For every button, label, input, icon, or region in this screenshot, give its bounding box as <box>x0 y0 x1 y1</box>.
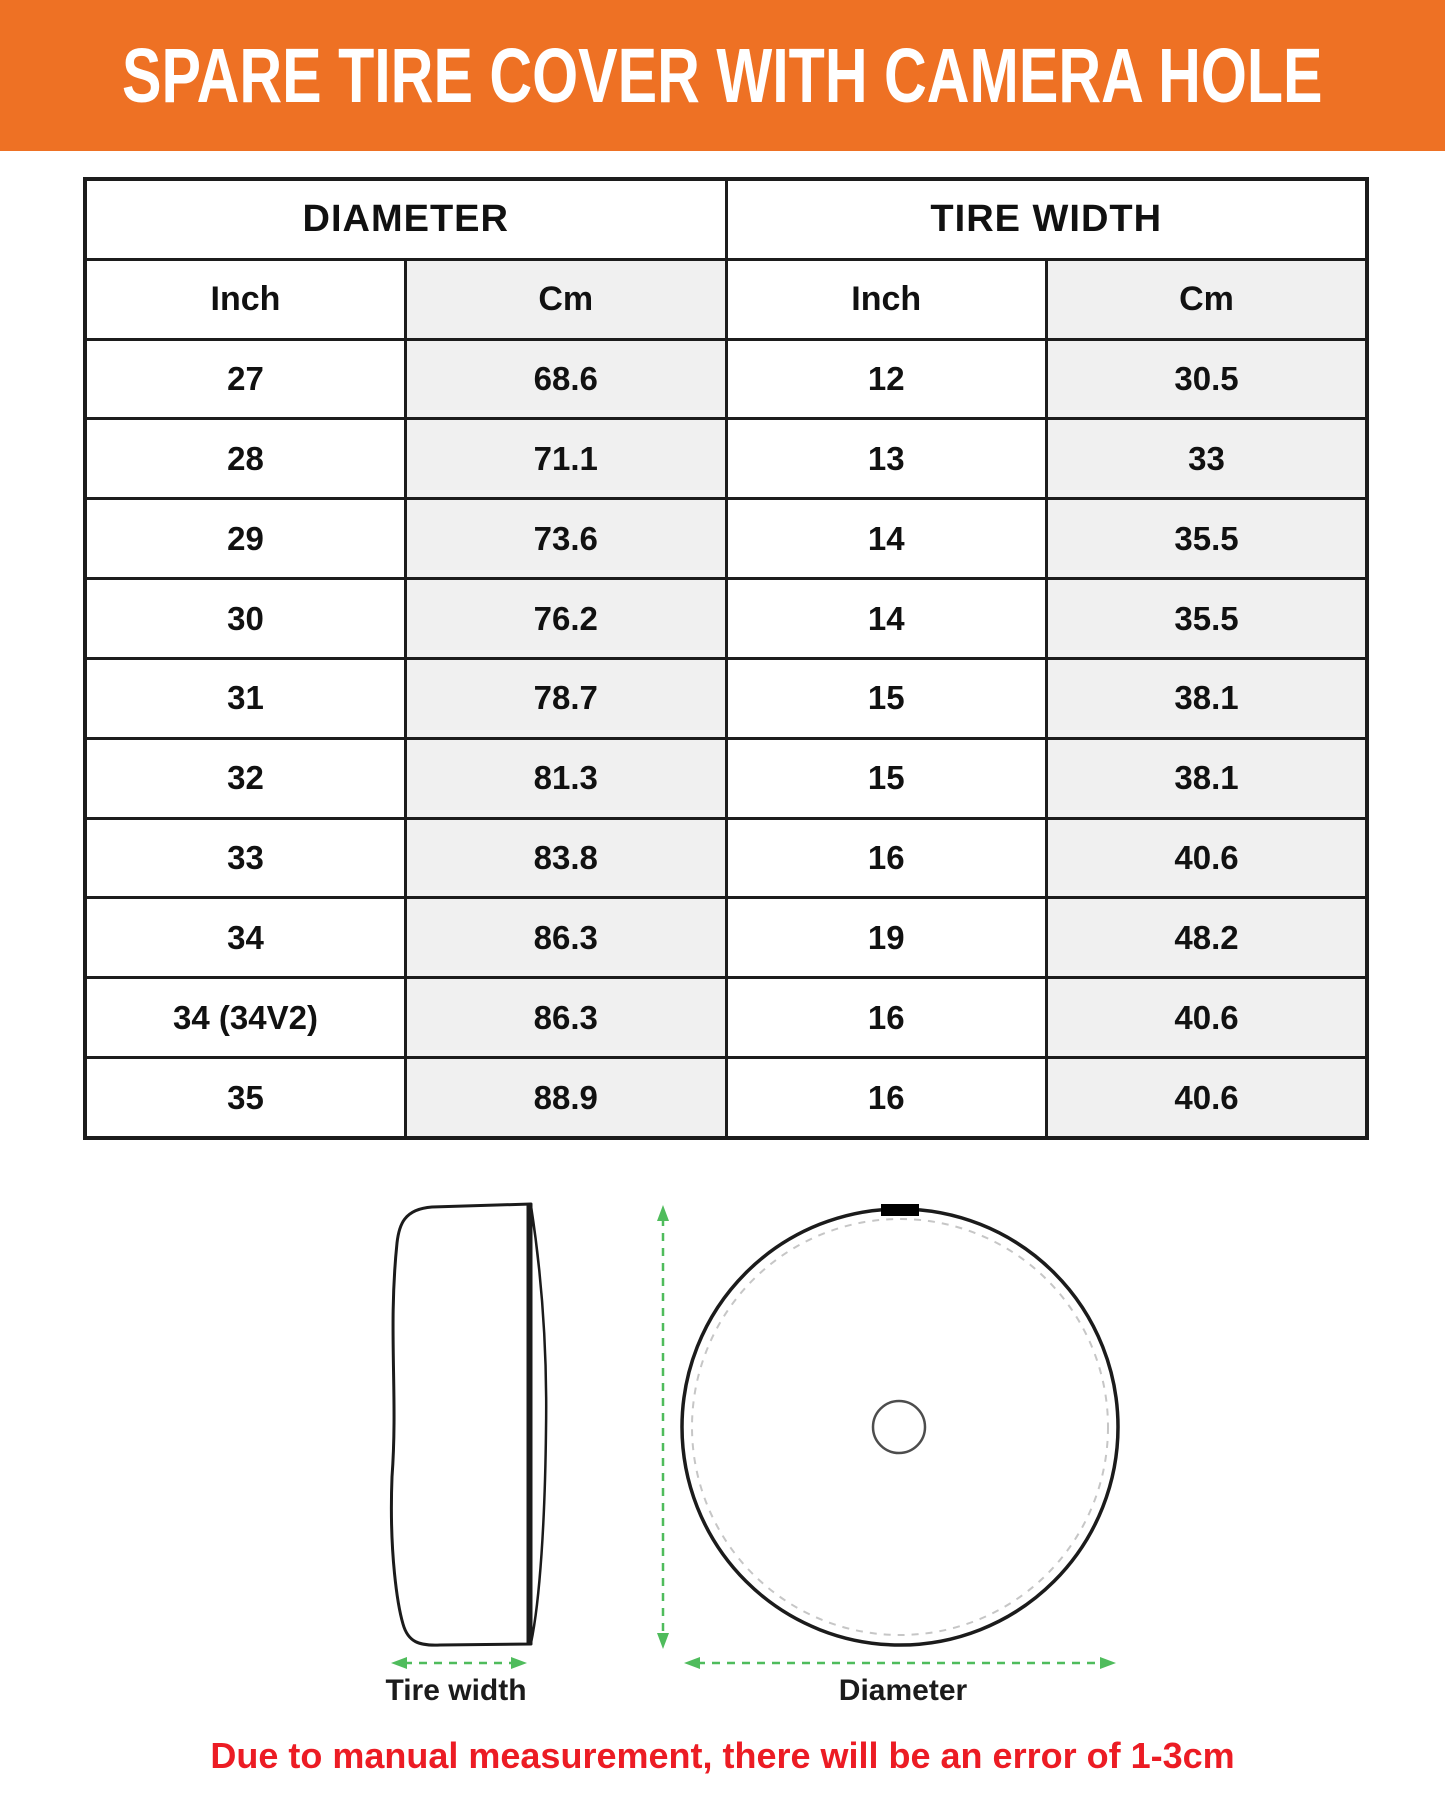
table-cell: 40.6 <box>1047 818 1368 898</box>
banner <box>0 0 1445 151</box>
table-cell: 30.5 <box>1047 339 1368 419</box>
table-cell: 35.5 <box>1047 579 1368 659</box>
table-cell: 71.1 <box>406 419 727 499</box>
table-cell: 38.1 <box>1047 658 1368 738</box>
table-cell: 27 <box>85 339 406 419</box>
diameter-arrow-head-left <box>684 1657 700 1669</box>
table-cell: 31 <box>85 658 406 738</box>
table-row <box>85 419 1367 499</box>
height-arrow-head-top <box>657 1205 669 1221</box>
table-cell: 13 <box>726 419 1047 499</box>
table-cell: 15 <box>726 738 1047 818</box>
table-cell: 40.6 <box>1047 1058 1368 1138</box>
table-cell: 34 <box>85 898 406 978</box>
table-cell: 81.3 <box>406 738 727 818</box>
camera-hole <box>873 1401 925 1453</box>
table-cell: 76.2 <box>406 579 727 659</box>
table-cell: 88.9 <box>406 1058 727 1138</box>
table-cell: 33 <box>1047 419 1368 499</box>
column-header-width-inch: Inch <box>726 259 1047 339</box>
table-cell: 86.3 <box>406 978 727 1058</box>
table-row <box>85 579 1367 659</box>
table-column-header-row <box>85 259 1367 339</box>
table-cell: 34 (34V2) <box>85 978 406 1058</box>
table-cell: 40.6 <box>1047 978 1368 1058</box>
top-marker <box>881 1204 919 1216</box>
table-cell: 83.8 <box>406 818 727 898</box>
table-cell: 28 <box>85 419 406 499</box>
tire-side-view-edge <box>531 1206 546 1643</box>
table-row <box>85 339 1367 419</box>
table-cell: 48.2 <box>1047 898 1368 978</box>
height-arrow-head-bottom <box>657 1633 669 1649</box>
table-row <box>85 1058 1367 1138</box>
table-cell: 86.3 <box>406 898 727 978</box>
table-cell: 16 <box>726 978 1047 1058</box>
table-row <box>85 738 1367 818</box>
table-cell: 12 <box>726 339 1047 419</box>
table-cell: 38.1 <box>1047 738 1368 818</box>
measurement-note: Due to manual measurement, there will be an error of 1-3cm <box>210 1735 1235 1776</box>
table-cell: 35.5 <box>1047 499 1368 579</box>
table-cell: 35 <box>85 1058 406 1138</box>
size-table <box>83 177 1369 1140</box>
table-cell: 32 <box>85 738 406 818</box>
diameter-label: Diameter <box>838 1674 968 1707</box>
table-row <box>85 658 1367 738</box>
diameter-arrow-head-right <box>1100 1657 1116 1669</box>
column-header-diameter-cm: Cm <box>406 259 727 339</box>
table-row <box>85 898 1367 978</box>
table-row <box>85 978 1367 1058</box>
group-header-tire-width: TIRE WIDTH <box>726 179 1367 259</box>
table-cell: 29 <box>85 499 406 579</box>
page-title: SPARE TIRE COVER WITH CAMERA HOLE <box>122 32 1323 119</box>
table-cell: 78.7 <box>406 658 727 738</box>
table-row <box>85 818 1367 898</box>
table-cell: 16 <box>726 818 1047 898</box>
table-row <box>85 499 1367 579</box>
tire-side-view <box>391 1204 531 1645</box>
column-header-width-cm: Cm <box>1047 259 1368 339</box>
table-cell: 19 <box>726 898 1047 978</box>
table-cell: 30 <box>85 579 406 659</box>
table-cell: 14 <box>726 579 1047 659</box>
table-cell: 15 <box>726 658 1047 738</box>
table-cell: 33 <box>85 818 406 898</box>
table-cell: 14 <box>726 499 1047 579</box>
tire-width-label: Tire width <box>385 1674 527 1707</box>
tire-width-arrow-head-right <box>511 1657 527 1669</box>
table-cell: 68.6 <box>406 339 727 419</box>
column-header-diameter-inch: Inch <box>85 259 406 339</box>
table-group-header-row <box>85 179 1367 259</box>
table-cell: 16 <box>726 1058 1047 1138</box>
tire-width-arrow-head-left <box>391 1657 407 1669</box>
table-cell: 73.6 <box>406 499 727 579</box>
tire-diagram <box>0 1180 1445 1710</box>
group-header-diameter: DIAMETER <box>85 179 726 259</box>
